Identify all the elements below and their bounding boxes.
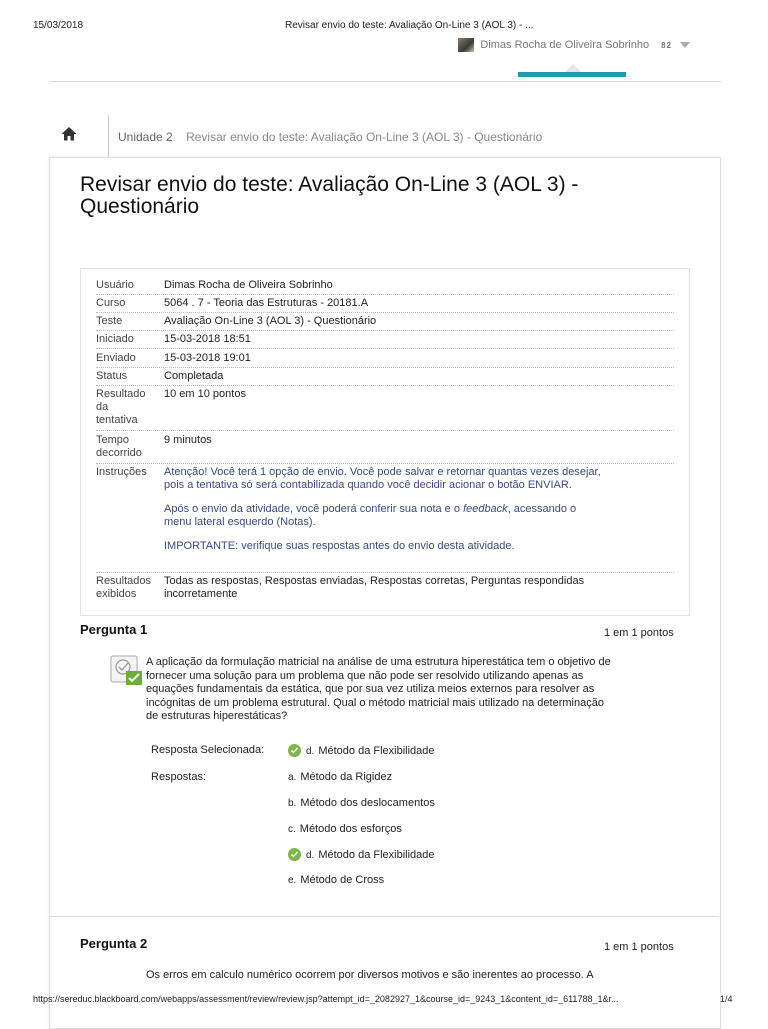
print-url: https://sereduc.blackboard.com/webapps/assessment/review/review.jsp?attempt_id=_2082927_1&course_id=_9243_1&content_id=_611788_1&r... [33,994,619,1004]
answers-label: Respostas: [151,771,207,783]
question-2-points: 1 em 1 pontos [604,941,674,953]
avatar [458,38,474,52]
print-title: Revisar envio do teste: Avaliação On-Line 3 (AOL 3) - ... [285,20,534,31]
info-value: 15-03-2018 18:51 [164,333,251,345]
info-row-usuario [96,279,674,292]
correct-answer-icon [110,655,142,685]
check-icon [288,744,301,757]
info-row-status [96,370,674,383]
info-value: Avaliação On-Line 3 (AOL 3) - Questionário [164,315,377,327]
breadcrumb-divider [108,115,109,157]
info-value: 10 em 10 pontos [164,388,246,400]
selected-answer: d. Método da Flexibilidade [288,744,435,757]
answer-option: e. Método de Cross [288,874,385,886]
info-label: Status [96,370,128,382]
info-label: Curso [96,297,126,309]
info-row-tempo [96,434,674,461]
check-icon [288,848,301,861]
info-row-enviado [96,352,674,365]
question-2-text: Os erros em calculo numérico ocorrem por diversos motivos e são inerentes ao processo. A [146,969,594,981]
info-label: Tempo decorrido [96,434,142,459]
info-value: Dimas Rocha de Oliveira Sobrinho [164,279,333,291]
info-label: Resultado da tentativa [96,388,146,426]
user-name: Dimas Rocha de Oliveira Sobrinho [480,39,650,51]
answer-option: b. Método dos deslocamentos [288,797,435,809]
info-label: Usuário [96,279,134,291]
home-icon[interactable] [60,125,78,143]
breadcrumb [118,130,542,144]
attempt-info-table [80,268,690,616]
info-value: Todas as respostas, Respostas enviadas, Respostas corretas, Perguntas respondidas incorretamente [164,575,585,600]
question-1-points: 1 em 1 pontos [604,627,674,639]
info-label: Resultados exibidos [96,575,152,600]
answer-option: c. Método dos esforços [288,823,402,835]
info-value: 5064 . 7 - Teoria das Estruturas - 20181.A [164,297,369,309]
breadcrumb-current: Revisar envio do teste: Avaliação On-Line 3 (AOL 3) - Questionário [186,130,543,144]
info-row-teste [96,315,674,328]
header-divider [49,81,721,82]
chevron-down-icon [680,42,690,48]
info-label: Teste [96,315,123,327]
info-label: Enviado [96,352,136,364]
info-row-resultado [96,388,674,428]
info-row-iniciado [96,333,674,346]
info-row-exibidos [96,575,674,603]
info-row-instrucoes [96,466,674,570]
user-menu[interactable] [458,38,690,52]
info-value: 9 minutos [164,434,212,446]
instructions-text: Atenção! Você terá 1 opção de envio. Você pode salvar e retornar quantas vezes desejar, pois a tentativa só será contabilizada quando você decidir acionar o botão ENVIAR. Após o envio da atividade, você poderá conferir sua nota e o feedback, acessando o menu lateral esquerdo (Notas). IMPORTANTE: verifique suas respostas antes do envio desta atividade. [164,466,601,552]
info-value: Completada [164,370,224,382]
info-label: Iniciado [96,333,134,345]
answer-option-correct: d. Método da Flexibilidade [288,848,435,861]
active-tab-indicator [518,72,626,77]
question-1-text: A aplicação da formulação matricial na análise de uma estrutura hiperestática tem o objetivo de fornecer uma solução para um problema que não pode ser resolvido utilizando apenas as equações fundamentais da estática, que por sua vez utiliza meios externos para resolver as incógnitas de um problema estrutural. Qual o método matricial mais utilizado na determinação de estruturas hiperestáticas? [146,656,611,722]
question-1-title: Pergunta 1 [80,622,148,637]
info-label: Instruções [96,466,147,478]
print-page-number: 1/4 [720,994,733,1004]
notification-badge: 82 [661,40,672,50]
question-separator [50,916,719,917]
question-2-title: Pergunta 2 [80,936,148,951]
page-title: Revisar envio do teste: Avaliação On-Line 3 (AOL 3) - Questionário [80,173,579,218]
selected-answer-label: Resposta Selecionada: [151,744,265,756]
print-date: 15/03/2018 [33,20,84,31]
info-row-curso [96,297,674,310]
breadcrumb-unit[interactable]: Unidade 2 [118,130,173,144]
tab-notch [565,64,581,72]
answer-option: a. Método da Rigidez [288,771,393,783]
info-value: 15-03-2018 19:01 [164,352,251,364]
